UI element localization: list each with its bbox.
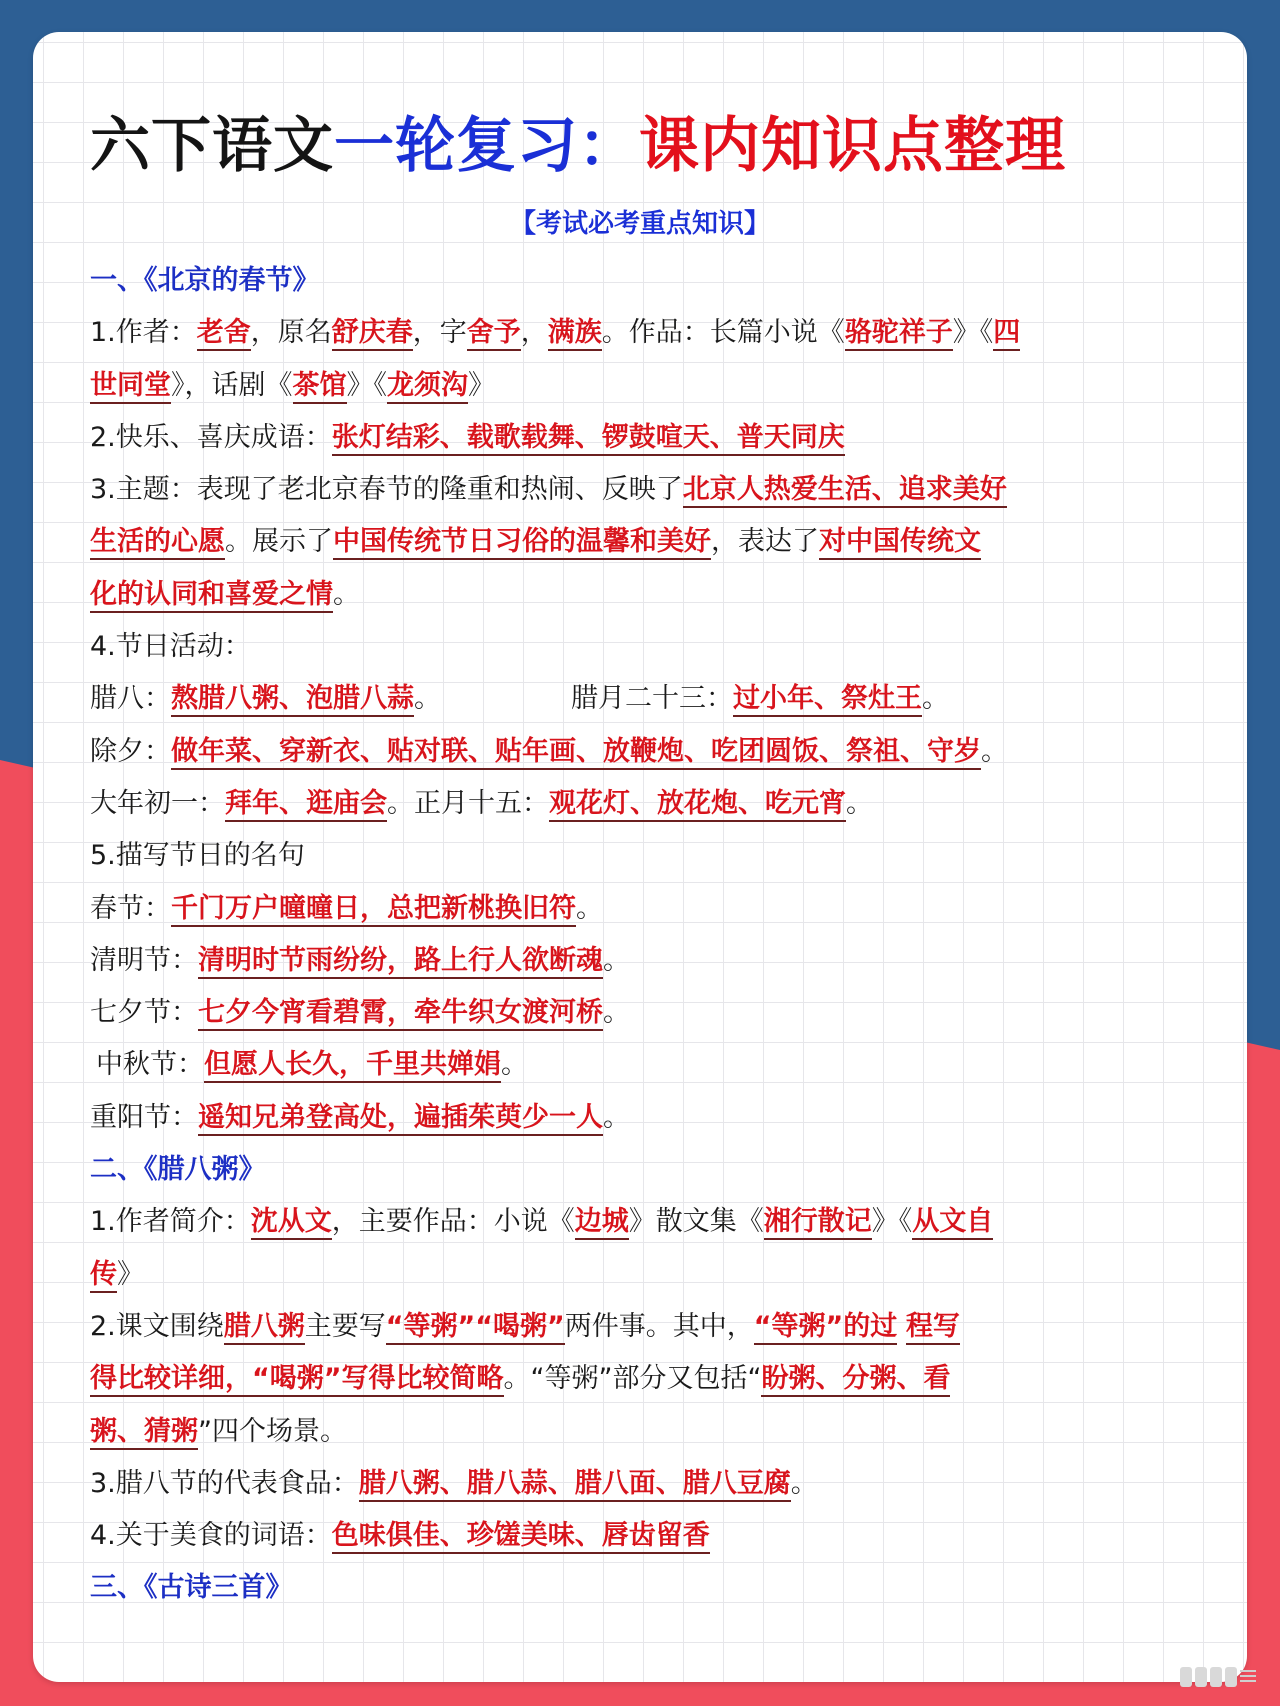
watermark-block-icon	[1225, 1667, 1237, 1687]
title-part-review: 一轮复习：	[334, 111, 639, 181]
title-part-grade: 六下语文	[90, 111, 334, 181]
text-line: 得比较详细，“喝粥”写得比较简略。“等粥”部分又包括“盼粥、分粥、看	[90, 1353, 1200, 1405]
key-point: 熬腊八粥、泡腊八蒜	[171, 683, 414, 717]
key-point: 舒庆春	[332, 317, 413, 351]
key-point: 湘行散记	[764, 1206, 872, 1240]
key-point: 北京人热爱生活、追求美好	[683, 474, 1007, 508]
watermark-block-icon	[1180, 1667, 1192, 1687]
key-point: “等粥”“喝粥”	[386, 1311, 565, 1345]
key-point: 边城	[575, 1206, 629, 1240]
key-point: 张灯结彩、载歌载舞、锣鼓喧天、普天同庆	[332, 422, 845, 456]
key-point: 生活的心愿	[90, 526, 225, 560]
text-line: 4.节日活动：	[90, 631, 251, 663]
text-line: 3.主题：表现了老北京春节的隆重和热闹、反映了北京人热爱生活、追求美好	[90, 464, 1200, 516]
watermark-lines-icon	[1240, 1670, 1256, 1684]
key-point: 色味俱佳、珍馐美味、唇齿留香	[332, 1520, 710, 1554]
text-line: 腊八：熬腊八粥、泡腊八蒜。 腊月二十三：过小年、祭灶王。	[90, 673, 1200, 725]
text-line: 春节：千门万户曈曈日，总把新桃换旧符。	[90, 883, 1200, 935]
key-point: 但愿人长久，千里共婵娟	[204, 1049, 501, 1083]
text-line: 传》	[90, 1249, 1200, 1301]
key-point: “等粥”的过	[754, 1311, 898, 1345]
key-point: 传	[90, 1259, 117, 1293]
key-point: 拜年、逛庙会	[225, 788, 387, 822]
watermark-block-icon	[1195, 1667, 1207, 1687]
key-point: 得比较详细，“喝粥”写得比较简略	[90, 1363, 504, 1397]
key-point: 千门万户曈曈日，总把新桃换旧符	[171, 893, 576, 927]
key-point: 化的认同和喜爱之情	[90, 579, 333, 613]
text-line: 化的认同和喜爱之情。	[90, 569, 1200, 621]
key-point: 腊八粥、腊八蒜、腊八面、腊八豆腐	[359, 1468, 791, 1502]
key-point: 骆驼祥子	[845, 317, 953, 351]
title-part-topic: 课内知识点整理	[639, 111, 1066, 181]
text-line: 2.快乐、喜庆成语：张灯结彩、载歌载舞、锣鼓喧天、普天同庆	[90, 412, 1200, 464]
key-point: 粥、猜粥	[90, 1416, 198, 1450]
key-point: 满族	[548, 317, 602, 351]
key-point: 清明时节雨纷纷，路上行人欲断魂	[198, 945, 603, 979]
key-point: 过小年、祭灶王	[733, 683, 922, 717]
key-point: 从文自	[912, 1206, 993, 1240]
key-point: 茶馆	[293, 370, 347, 404]
key-point: 腊八粥	[224, 1311, 305, 1345]
section-heading-2: 二、《腊八粥》	[90, 1154, 266, 1186]
key-point: 四	[993, 317, 1020, 351]
text-line: 5.描写节日的名句	[90, 840, 305, 872]
text-line: 生活的心愿。展示了中国传统节日习俗的温馨和美好，表达了对中国传统文	[90, 516, 1200, 568]
text-line: 4.关于美食的词语：色味俱佳、珍馐美味、唇齿留香	[90, 1510, 1200, 1562]
key-point: 龙须沟	[387, 370, 468, 404]
text-line: 1.作者：老舍，原名舒庆春，字舍予，满族。作品：长篇小说《骆驼祥子》《四	[90, 307, 1200, 359]
key-point: 中国传统节日习俗的温馨和美好	[333, 526, 711, 560]
key-point: 观花灯、放花炮、吃元宵	[549, 788, 846, 822]
key-point: 舍予	[467, 317, 521, 351]
text-line: 清明节：清明时节雨纷纷，路上行人欲断魂。	[90, 935, 1200, 987]
text-line: 世同堂》，话剧《茶馆》《龙须沟》	[90, 360, 1200, 412]
key-point: 沈从文	[251, 1206, 332, 1240]
text-line: 除夕：做年菜、穿新衣、贴对联、贴年画、放鞭炮、吃团圆饭、祭祖、守岁。	[90, 726, 1200, 778]
text-line: 重阳节：遥知兄弟登高处，遍插茱萸少一人。	[90, 1092, 1200, 1144]
key-point: 老舍	[197, 317, 251, 351]
watermark-block-icon	[1210, 1667, 1222, 1687]
text-line: 大年初一：拜年、逛庙会。正月十五：观花灯、放花炮、吃元宵。	[90, 778, 1200, 830]
text-line: 3.腊八节的代表食品：腊八粥、腊八蒜、腊八面、腊八豆腐。	[90, 1458, 1200, 1510]
section-heading-3: 三、《古诗三首》	[90, 1572, 293, 1604]
key-point: 世同堂	[90, 370, 171, 404]
section-heading-1: 一、《北京的春节》	[90, 265, 320, 296]
key-point: 程写	[906, 1311, 960, 1345]
text-line: 七夕节：七夕今宵看碧霄，牵牛织女渡河桥。	[90, 987, 1200, 1039]
key-point: 做年菜、穿新衣、贴对联、贴年画、放鞭炮、吃团圆饭、祭祖、守岁	[171, 736, 981, 770]
text-line: 2.课文围绕腊八粥主要写“等粥”“喝粥”两件事。其中，“等粥”的过 程写	[90, 1301, 1200, 1353]
text-line: 中秋节：但愿人长久，千里共婵娟。	[90, 1039, 1200, 1091]
text-line: 1.作者简介：沈从文，主要作品：小说《边城》散文集《湘行散记》《从文自	[90, 1196, 1200, 1248]
text-line: 粥、猜粥”四个场景。	[90, 1406, 1200, 1458]
key-point: 七夕今宵看碧霄，牵牛织女渡河桥	[198, 997, 603, 1031]
subtitle: 【考试必考重点知识】	[509, 209, 770, 239]
notes-content	[90, 255, 1200, 1615]
watermark-icons	[1056, 1660, 1256, 1694]
key-point: 盼粥、分粥、看	[761, 1363, 950, 1397]
key-point: 对中国传统文	[819, 526, 981, 560]
page-title	[90, 106, 1210, 186]
key-point: 遥知兄弟登高处，遍插茱萸少一人	[198, 1102, 603, 1136]
